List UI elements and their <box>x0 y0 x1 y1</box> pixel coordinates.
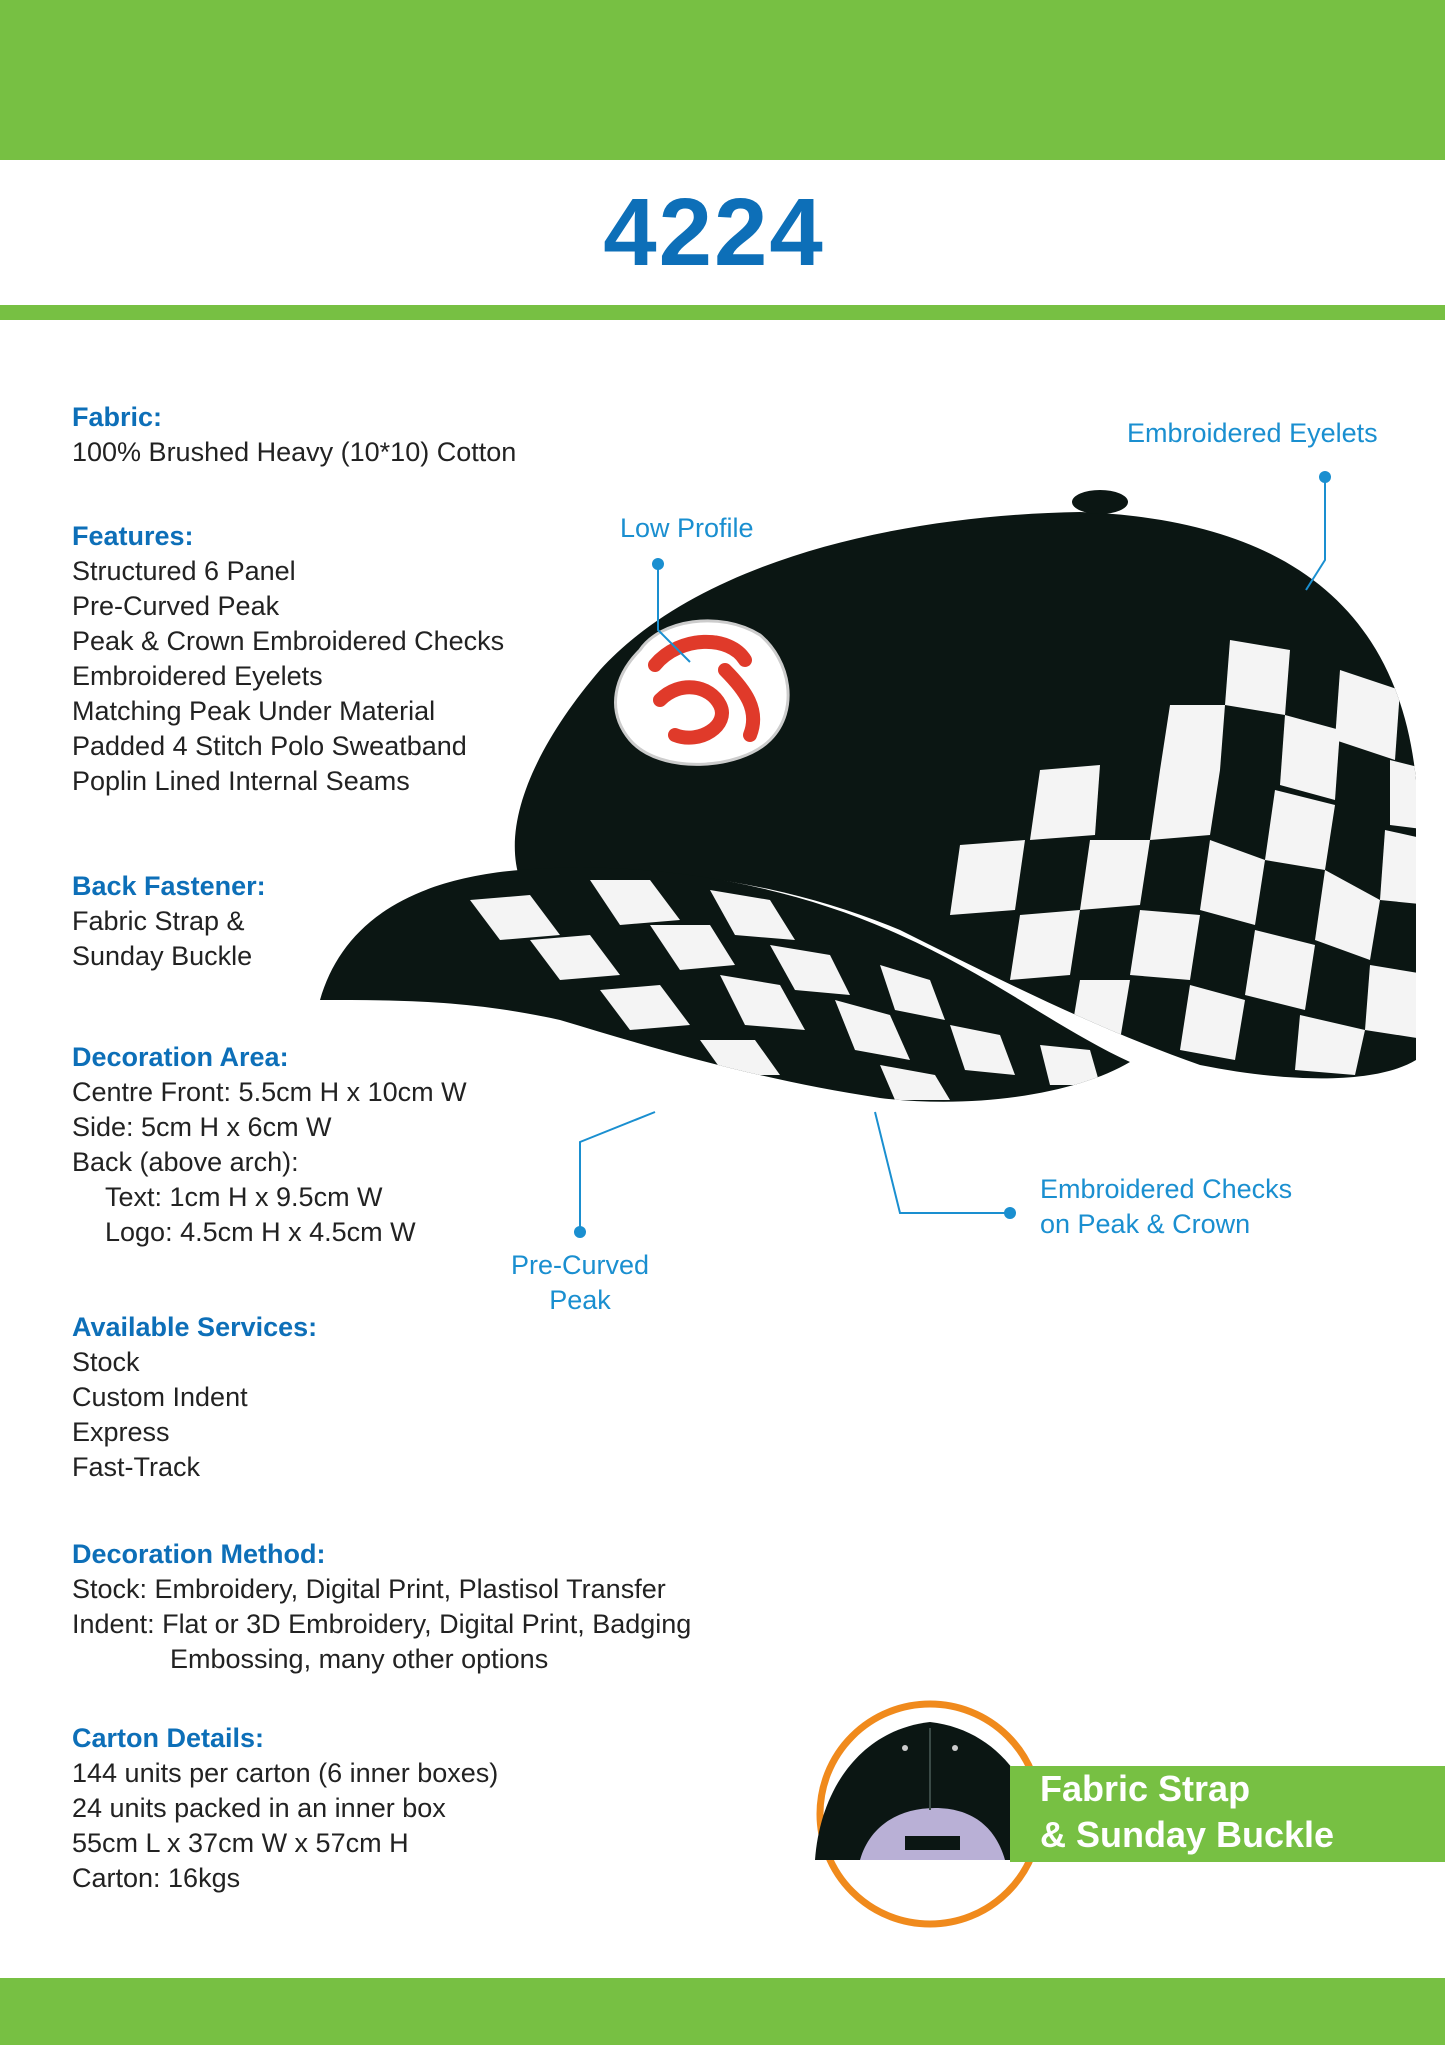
feature-line: Peak & Crown Embroidered Checks <box>72 626 505 656</box>
decoration-area-line: Back (above arch): <box>72 1147 299 1177</box>
callout-low-profile: Low Profile <box>620 513 754 543</box>
back-fastener-heading: Back Fastener: <box>72 871 266 901</box>
feature-line: Structured 6 Panel <box>72 556 296 586</box>
badge-line: & Sunday Buckle <box>1040 1814 1335 1855</box>
product-code-title: 4224 <box>603 179 825 286</box>
callout-embroidered-checks <box>1040 1172 1292 1242</box>
features-heading: Features: <box>72 521 194 551</box>
service-line: Fast-Track <box>72 1452 200 1482</box>
feature-line: Embroidered Eyelets <box>72 661 323 691</box>
carton-line: 144 units per carton (6 inner boxes) <box>72 1758 499 1788</box>
service-line: Custom Indent <box>72 1382 248 1412</box>
decoration-area-line: Text: 1cm H x 9.5cm W <box>105 1182 383 1212</box>
service-line: Express <box>72 1417 170 1447</box>
spec-back-fastener <box>72 869 266 974</box>
decoration-method-line: Indent: Flat or 3D Embroidery, Digital Print, Badging <box>72 1609 692 1639</box>
spec-decoration-method <box>72 1537 691 1677</box>
callout-embroidered-checks-line: Embroidered Checks <box>1040 1174 1293 1204</box>
carton-details-heading: Carton Details: <box>72 1723 265 1753</box>
service-line: Stock <box>72 1347 140 1377</box>
feature-line: Poplin Lined Internal Seams <box>72 766 410 796</box>
back-fastener-line: Sunday Buckle <box>72 941 253 971</box>
decoration-area-heading: Decoration Area: <box>72 1042 289 1072</box>
spec-decoration-area <box>72 1040 467 1250</box>
decoration-method-heading: Decoration Method: <box>72 1539 326 1569</box>
fabric-heading: Fabric: <box>72 402 163 432</box>
spec-features <box>72 519 504 799</box>
callout-pre-curved-peak-line: Peak <box>549 1285 611 1315</box>
decoration-area-line: Centre Front: 5.5cm H x 10cm W <box>72 1077 467 1107</box>
feature-line: Pre-Curved Peak <box>72 591 280 621</box>
callout-pre-curved-peak <box>480 1248 680 1318</box>
feature-line: Matching Peak Under Material <box>72 696 436 726</box>
fabric-line: 100% Brushed Heavy (10*10) Cotton <box>72 437 517 467</box>
back-fastener-line: Fabric Strap & <box>72 906 245 936</box>
carton-line: Carton: 16kgs <box>72 1863 241 1893</box>
available-services-heading: Available Services: <box>72 1312 318 1342</box>
spec-fabric <box>72 400 516 470</box>
callout-pre-curved-peak-line: Pre-Curved <box>510 1250 650 1280</box>
decoration-method-line: Stock: Embroidery, Digital Print, Plastisol Transfer <box>72 1574 666 1604</box>
back-fastener-badge <box>1010 1766 1445 1862</box>
carton-line: 24 units packed in an inner box <box>72 1793 446 1823</box>
badge-line: Fabric Strap <box>1040 1768 1251 1809</box>
callout-embroidered-eyelets: Embroidered Eyelets <box>1127 418 1378 448</box>
spec-carton-details <box>72 1721 498 1896</box>
bottom-green-band <box>0 1978 1445 2045</box>
spec-available-services <box>72 1310 317 1485</box>
feature-line: Padded 4 Stitch Polo Sweatband <box>72 731 467 761</box>
decoration-area-line: Logo: 4.5cm H x 4.5cm W <box>105 1217 416 1247</box>
decoration-area-line: Side: 5cm H x 6cm W <box>72 1112 332 1142</box>
callout-embroidered-checks-line: on Peak & Crown <box>1040 1209 1251 1239</box>
decoration-method-line: Embossing, many other options <box>170 1644 549 1674</box>
carton-line: 55cm L x 37cm W x 57cm H <box>72 1828 409 1858</box>
cap-top-button <box>1072 490 1128 514</box>
